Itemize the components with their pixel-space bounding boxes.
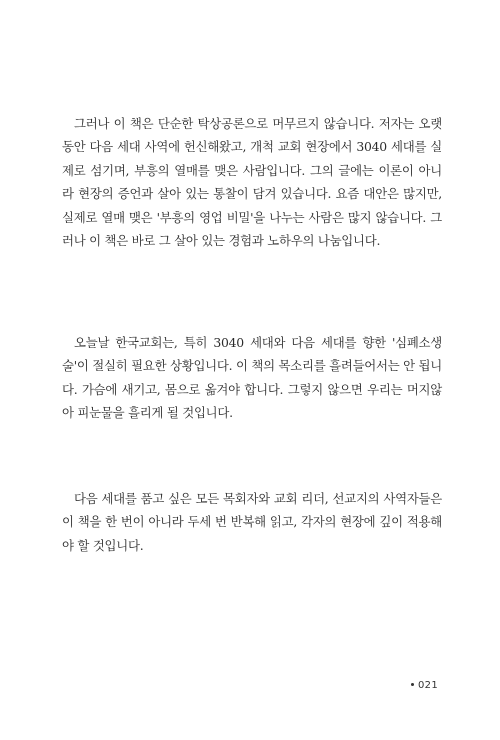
- page-number-text: 021: [418, 680, 438, 691]
- paragraph-text: 오늘날 한국교회는, 특히 3040 세대와 다음 세대를 향한 '심폐소생술'이 절실히 필요한 상황입니다. 이 책의 목소리를 흘려들어서는 안 됩니다. 가슴에 새기고, 몸으로 옮겨야 합니다. 그렇지 않으면 우리는 머지않아 피눈물을 흘리게 될 것입니다.: [62, 335, 442, 421]
- page-number: [411, 680, 438, 691]
- paragraph-1: [62, 112, 442, 252]
- paragraph-text: 다음 세대를 품고 싶은 모든 목회자와 교회 리더, 선교지의 사역자들은 이 책을 한 번이 아니라 두세 번 반복해 읽고, 각자의 현장에 깊이 적용해야 할 것입니다.: [62, 491, 442, 553]
- paragraph-text: 그러나 이 책은 단순한 탁상공론으로 머무르지 않습니다. 저자는 오랫동안 다음 세대 사역에 헌신해왔고, 개척 교회 현장에서 3040 세대를 실제로 섬기며, 부흥의 열매를 맺은 사람입니다. 그의 글에는 이론이 아니라 현장의 증언과 살아 있는 통찰이 담겨 있습니다. 요즘 대안은 많지만, 실제로 열매 맺은 '부흥의 영업 비밀'을 나누는 사람은 많지 않습니다. 그러나 이 책은 바로 그 살아 있는 경험과 노하우의 나눔입니다.: [62, 116, 442, 249]
- paragraph-3: [62, 487, 442, 557]
- paragraph-2: [62, 331, 442, 425]
- bullet-dot-icon: [411, 683, 414, 686]
